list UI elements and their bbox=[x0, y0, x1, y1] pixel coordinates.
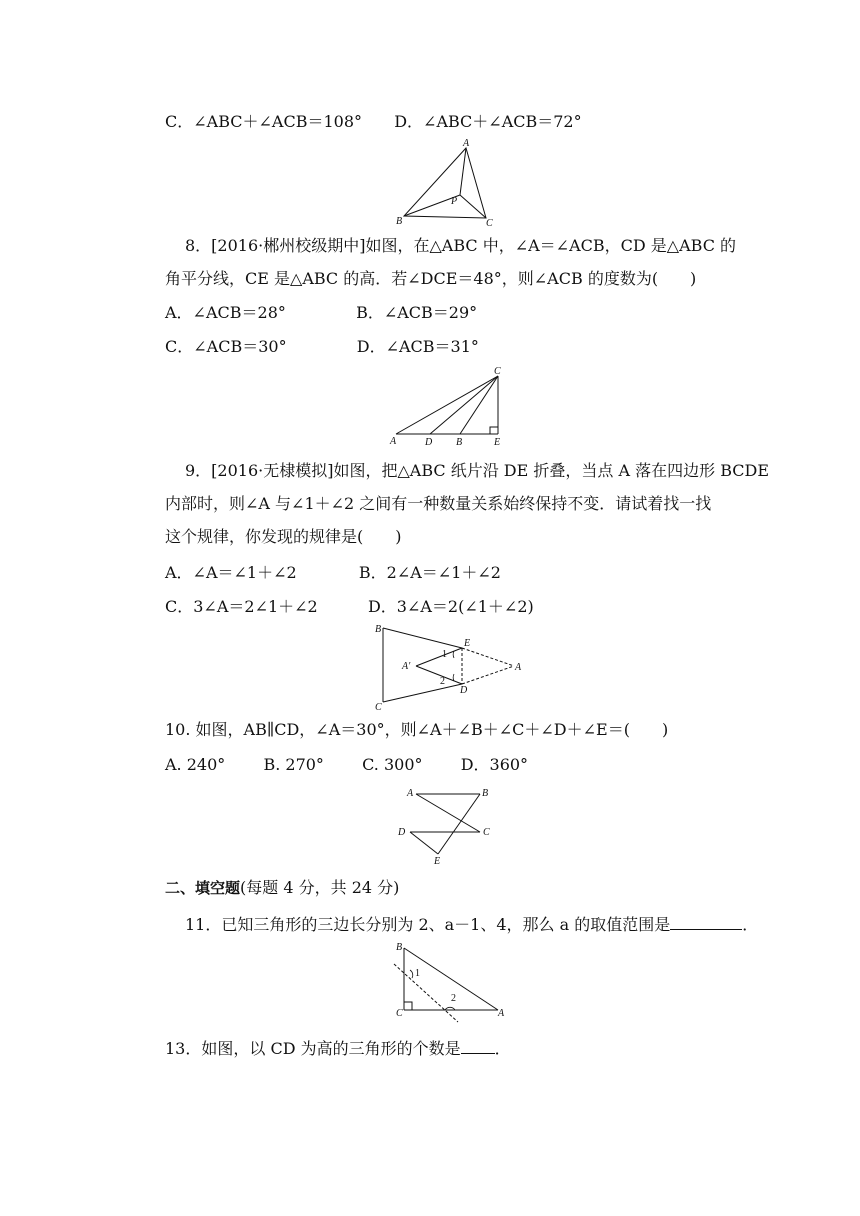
q13-stem: 13．如图，以 CD 为高的三角形的个数是 bbox=[165, 1039, 461, 1058]
q13-end-mark: ． bbox=[494, 1039, 511, 1058]
q10-option-a: A. 240° bbox=[165, 755, 226, 774]
q9-option-b: B．2∠A＝∠1＋∠2 bbox=[358, 563, 501, 582]
q7-option-c: C．∠ABC＋∠ACB＝108° bbox=[165, 112, 363, 131]
q11-label-angle-2: 2 bbox=[451, 993, 456, 1004]
q8-option-d: D．∠ACB＝31° bbox=[356, 337, 479, 356]
q10-label-c: C bbox=[483, 827, 490, 838]
q9-option-c: C．3∠A＝2∠1＋∠2 bbox=[165, 597, 318, 616]
q11-label-a: A bbox=[498, 1008, 505, 1019]
q7-figure bbox=[390, 136, 500, 228]
q10-figure bbox=[392, 782, 502, 868]
q9-figure bbox=[368, 620, 532, 712]
q8-label-d: D bbox=[425, 437, 433, 448]
q10-label-b: B bbox=[482, 788, 489, 799]
q8-option-b: B．∠ACB＝29° bbox=[356, 303, 478, 322]
q9-stem-line2: 内部时，则∠A 与∠1＋∠2 之间有一种数量关系始终保持不变．请试着找一找 bbox=[165, 494, 712, 513]
q9-label-a: A bbox=[515, 662, 522, 673]
q11-right-angle-mark bbox=[404, 1002, 412, 1010]
q7-label-a: A bbox=[463, 138, 470, 149]
q9-stem-line3: 这个规律，你发现的规律是( ) bbox=[165, 527, 402, 546]
q11-answer-blank[interactable] bbox=[670, 913, 742, 930]
q11-figure bbox=[388, 938, 512, 1024]
q10-label-a: A bbox=[407, 788, 414, 799]
q9-label-b: B bbox=[375, 624, 382, 635]
q10-label-d: D bbox=[398, 827, 406, 838]
q8-label-e: E bbox=[494, 437, 501, 448]
q11-label-angle-1: 1 bbox=[415, 968, 420, 979]
section-2-note: (每题 4 分，共 24 分) bbox=[240, 878, 400, 897]
q10-option-b: B. 270° bbox=[263, 755, 324, 774]
q9-label-angle-1: 1 bbox=[442, 649, 447, 660]
q8-stem-line2: 角平分线，CE 是△ABC 的高．若∠DCE＝48°，则∠ACB 的度数为( ) bbox=[165, 269, 697, 288]
q11-end-mark: ． bbox=[742, 915, 759, 934]
q9-label-a-prime: A′ bbox=[402, 661, 411, 672]
q8-label-b: B bbox=[456, 437, 463, 448]
q8-label-c: C bbox=[494, 366, 501, 377]
q9-option-d: D．3∠A＝2(∠1＋∠2) bbox=[367, 597, 534, 616]
q8-right-angle-mark bbox=[490, 427, 498, 434]
q10-option-d: D．360° bbox=[460, 755, 529, 774]
q9-label-c: C bbox=[375, 702, 382, 712]
q8-stem-line1: 8．[2016·郴州校级期中]如图，在△ABC 中，∠A＝∠ACB，CD 是△ABC 的 bbox=[185, 236, 737, 255]
q9-option-a: A．∠A＝∠1＋∠2 bbox=[165, 563, 297, 582]
q9-label-e: E bbox=[464, 638, 471, 649]
q10-stem: 10. 如图，AB∥CD，∠A＝30°，则∠A＋∠B＋∠C＋∠D＋∠E＝( ) bbox=[165, 720, 669, 739]
q7-label-p: P bbox=[451, 196, 458, 207]
q7-label-c: C bbox=[486, 218, 493, 228]
q8-option-c: C．∠ACB＝30° bbox=[165, 337, 287, 356]
q9-stem-line1: 9．[2016·无棣模拟]如图，把△ABC 纸片沿 DE 折叠，当点 A 落在四边形 BCDE bbox=[185, 461, 770, 480]
q8-figure bbox=[386, 364, 516, 448]
q9-label-angle-2: 2 bbox=[440, 676, 445, 687]
q8-option-a: A．∠ACB＝28° bbox=[165, 303, 286, 322]
section-2-title: 二、填空题 bbox=[165, 879, 241, 897]
q8-label-a: A bbox=[390, 436, 397, 447]
q7-label-b: B bbox=[396, 216, 403, 227]
q10-label-e: E bbox=[434, 856, 441, 867]
q11-label-c: C bbox=[396, 1008, 403, 1019]
q13-answer-blank[interactable] bbox=[461, 1037, 495, 1054]
q7-option-d: D．∠ABC＋∠ACB＝72° bbox=[394, 112, 582, 131]
q9-label-d: D bbox=[460, 685, 468, 696]
q11-stem: 11．已知三角形的三边长分别为 2、a－1、4，那么 a 的取值范围是 bbox=[185, 915, 671, 934]
q10-option-c: C. 300° bbox=[362, 755, 423, 774]
q11-label-b: B bbox=[396, 942, 403, 953]
